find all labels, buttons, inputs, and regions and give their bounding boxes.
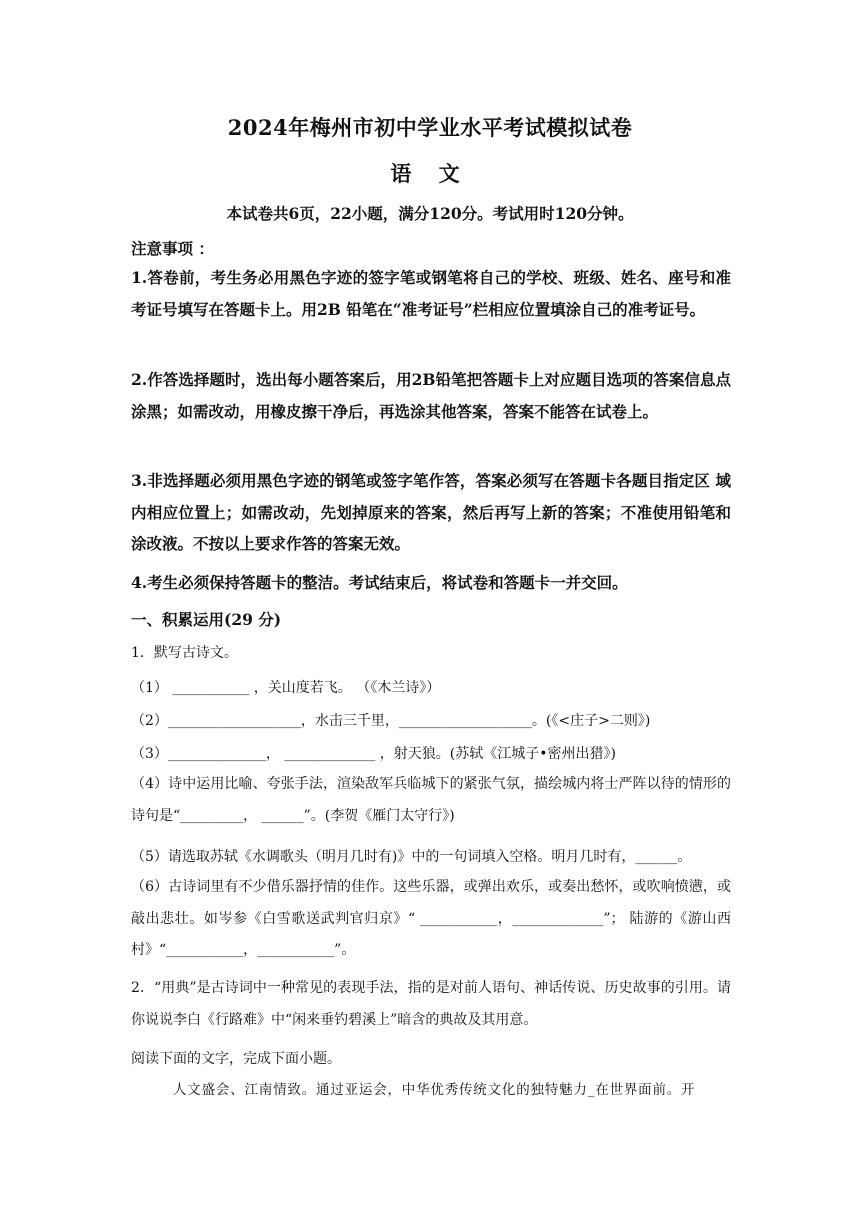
section-heading: 一、积累运用(29 分) — [131, 610, 282, 629]
reading-intro: 阅读下面的文字，完成下面小题。 — [131, 1051, 341, 1067]
notice-item-2: 2.作答选择题时，选出每小题答案后，用2B铅笔把答题卡上对应题目选项的答案信息点涂黑；如需改动，用橡皮擦干净后，再选涂其他答案，答案不能答在试卷上。 — [131, 370, 731, 421]
question-2: 2．“用典”是古诗词中一种常见的表现手法，指的是对前人语句、神话传说、历史故事的引用。请你说说李白《行路难》中“闲来垂钓碧溪上”暗含的典故及其用意。 — [131, 980, 731, 1028]
exam-meta: 本试卷共6页，22小题，满分120分。考试用时120分钟。 — [226, 204, 634, 223]
notice-heading: 注意事项 ： — [131, 239, 214, 258]
reading-passage: 人文盛会、江南情致。通过亚运会，中华优秀传统文化的独特魅力_在世界面前。开 — [173, 1082, 696, 1098]
exam-title: 2024年梅州市初中学业水平考试模拟试卷 — [227, 115, 633, 140]
notice-item-1: 1.答卷前，考生务必用黑色字迹的签字笔或钢笔将自己的学校、班级、姓名、座号和准考证号填写在答题卡上。用2B 铅笔在“准考证号”栏相应位置填涂自己的准考证号。 — [131, 268, 731, 319]
question-1-intro: 1．默写古诗文。 — [131, 645, 238, 661]
notice-item-4: 4.考生必须保持答题卡的整洁。考试结束后，将试卷和答题卡一并交回。 — [131, 573, 628, 592]
question-1-item-5: （5）请选取苏轼《水调歌头（明月几时有)》中的一句词填入空格。明月几时有，______。 — [131, 849, 692, 865]
question-1-item-1: （1） ___________ ，关山度若飞。 （《木兰诗》） — [131, 680, 441, 696]
question-1-item-4: （4）诗中运用比喻、夸张手法，渲染敌军兵临城下的紧张气氛，描绘城内将士严阵以待的情形的诗句是“_________， ______”。(李贺《雁门太守行》) — [131, 776, 731, 824]
notice-item-3: 3.非选择题必须用黑色字迹的钢笔或签字笔作答，答案必须写在答题卡各题目指定区 域内相应位置上；如需改动，先划掉原来的答案，然后再写上新的答案；不准使用铅笔和涂改液。不按以上要求作答的答案无效。 — [131, 471, 731, 553]
subject-title: 语 文 — [390, 161, 470, 186]
question-1-item-3: （3）______________， _____________ ，射天狼。(苏轼《江城子•密州出猎》) — [131, 746, 616, 762]
question-1-item-2: （2）___________________，水击三千里，___________________。(《<庄子>二则》) — [131, 713, 651, 729]
question-1-item-6: （6）古诗词里有不少借乐器抒情的佳作。这些乐器，或弹出欢乐，或奏出愁怀，或吹响愤懑，或敲出悲壮。如岑参《白雪歌送武判官归京》“ ___________，_____________”； 陆游的《游山西村》“___________，___________”。 — [131, 879, 731, 958]
